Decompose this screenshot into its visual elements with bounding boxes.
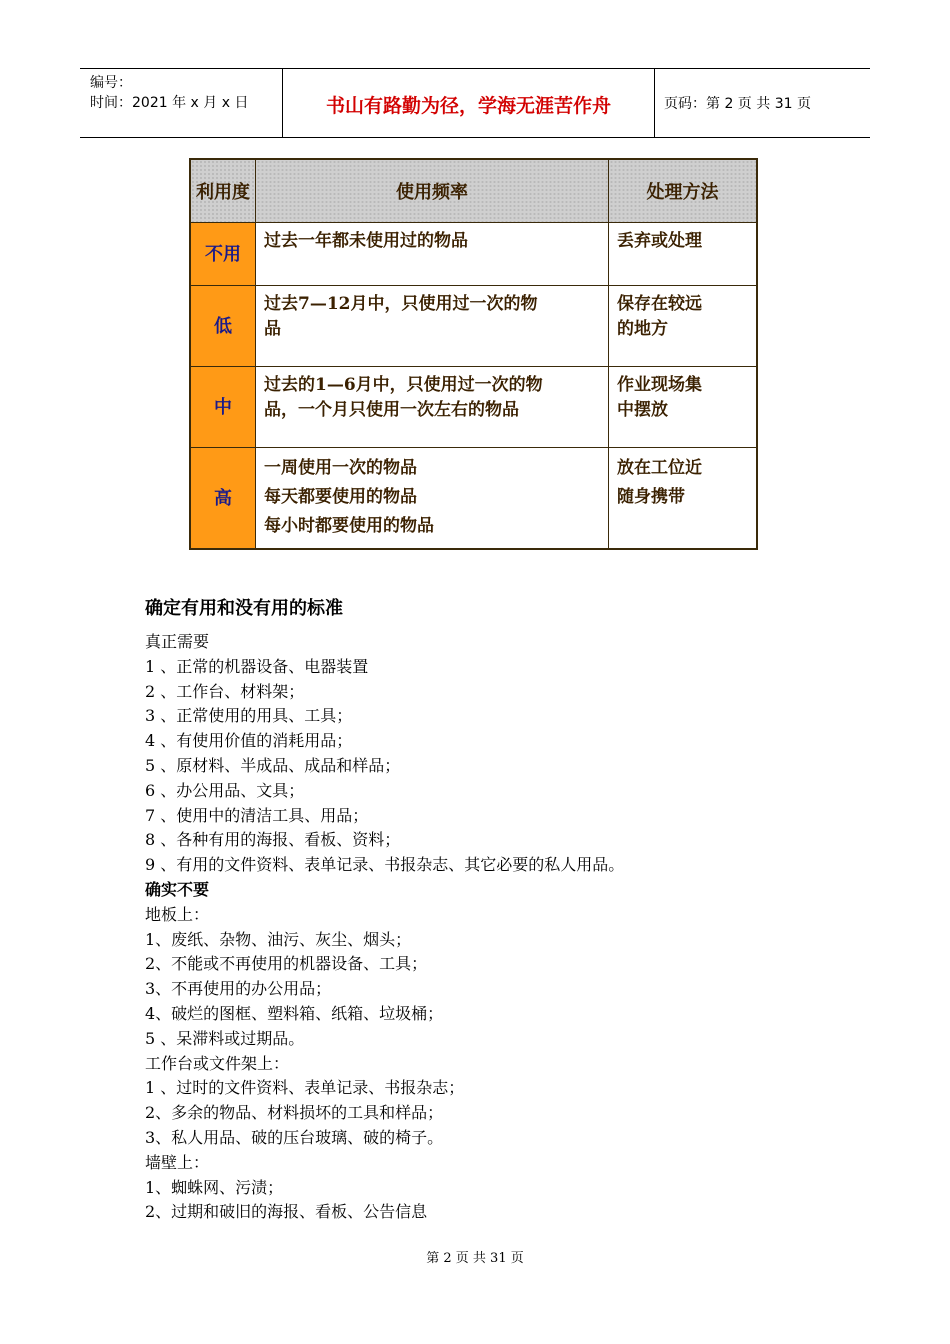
method-cell <box>609 223 758 286</box>
page-header <box>80 68 870 138</box>
header-motto: 书山有路勤为径，学海无涯苦作舟 <box>325 95 611 117</box>
frequency-cell <box>256 223 609 286</box>
body-line: 地板上： <box>145 904 210 924</box>
table-row <box>190 367 757 448</box>
table-row <box>190 448 757 550</box>
body-line: 1、蜘蛛网、污渍； <box>145 1177 284 1197</box>
body-line: 4 、有使用价值的消耗用品； <box>145 731 353 751</box>
usage-table <box>189 158 758 550</box>
frequency-line: 过去的1—6月中，只使用过一次的物 <box>264 375 543 395</box>
level-cell: 中 <box>190 367 256 448</box>
body-line: 真正需要 <box>145 632 210 651</box>
method-cell <box>609 367 758 448</box>
body-line: 工作台或文件架上： <box>145 1053 290 1073</box>
body-line: 7 、使用中的清洁工具、用品； <box>145 805 369 825</box>
header-cell-frequency: 使用频率 <box>256 159 609 223</box>
body-line: 2 、工作台、材料架； <box>145 681 305 701</box>
frequency-cell <box>256 286 609 367</box>
body-line: 2、不能或不再使用的机器设备、工具； <box>145 954 428 974</box>
frequency-line: 每小时都要使用的物品 <box>264 516 434 536</box>
method-line: 丢弃或处理 <box>617 231 702 251</box>
table-row <box>190 286 757 367</box>
number-label: 编号： <box>90 75 132 91</box>
page-footer: 第 2 页 共 31 页 <box>426 1251 524 1266</box>
frequency-line: 品，一个月只使用一次左右的物品 <box>264 400 519 420</box>
frequency-line: 过去一年都未使用过的物品 <box>264 231 468 251</box>
method-line: 的地方 <box>617 319 668 339</box>
method-line: 中摆放 <box>617 400 668 420</box>
frequency-line: 品 <box>264 319 281 339</box>
section-heading: 确定有用和没有用的标准 <box>145 598 343 619</box>
body-line: 1、废纸、杂物、油污、灰尘、烟头； <box>145 929 412 949</box>
body-line: 4、破烂的图框、塑料箱、纸箱、垃圾桶； <box>145 1003 444 1023</box>
subheading: 确实不要 <box>145 879 210 899</box>
header-meta <box>90 73 248 113</box>
body-line: 1 、过时的文件资料、表单记录、书报杂志； <box>145 1078 465 1098</box>
frequency-line: 每天都要使用的物品 <box>264 487 417 507</box>
level-cell: 低 <box>190 286 256 367</box>
body-content <box>145 596 845 1225</box>
header-page-info: 页码：第 2 页 共 31 页 <box>664 96 811 112</box>
body-line: 5 、呆滞料或过期品。 <box>145 1028 305 1048</box>
method-cell <box>609 286 758 367</box>
frequency-line: 过去7—12月中，只使用过一次的物 <box>264 294 538 314</box>
time-label: 时间：2021 年 x 月 x 日 <box>90 95 249 111</box>
level-cell: 不用 <box>190 223 256 286</box>
level-cell: 高 <box>190 448 256 550</box>
method-line: 随身携带 <box>617 487 685 507</box>
body-line: 6 、办公用品、文具； <box>145 780 305 800</box>
body-line: 9 、有用的文件资料、表单记录、书报杂志、其它必要的私人用品。 <box>145 855 625 875</box>
body-line: 1 、正常的机器设备、电器装置 <box>145 656 369 676</box>
table-row <box>190 223 757 286</box>
body-line: 2、多余的物品、材料损坏的工具和样品； <box>145 1103 444 1123</box>
body-line: 5 、原材料、半成品、成品和样品； <box>145 755 401 775</box>
body-line: 8 、各种有用的海报、看板、资料； <box>145 830 401 850</box>
body-line: 2、过期和破旧的海报、看板、公告信息 <box>145 1202 428 1222</box>
method-line: 放在工位近 <box>617 458 702 478</box>
header-divider <box>654 69 655 137</box>
body-line: 3、私人用品、破的压台玻璃、破的椅子。 <box>145 1127 444 1147</box>
frequency-cell <box>256 448 609 550</box>
method-line: 作业现场集 <box>617 375 702 395</box>
body-line: 3、不再使用的办公用品； <box>145 979 332 999</box>
method-cell <box>609 448 758 550</box>
table-header-row <box>190 159 757 223</box>
header-cell-level: 利用度 <box>190 159 256 223</box>
body-line: 3 、正常使用的用具、工具； <box>145 706 353 726</box>
frequency-cell <box>256 367 609 448</box>
frequency-line: 一周使用一次的物品 <box>264 458 417 478</box>
header-cell-method: 处理方法 <box>609 159 758 223</box>
body-line: 墙壁上： <box>145 1152 210 1172</box>
method-line: 保存在较远 <box>617 294 702 314</box>
